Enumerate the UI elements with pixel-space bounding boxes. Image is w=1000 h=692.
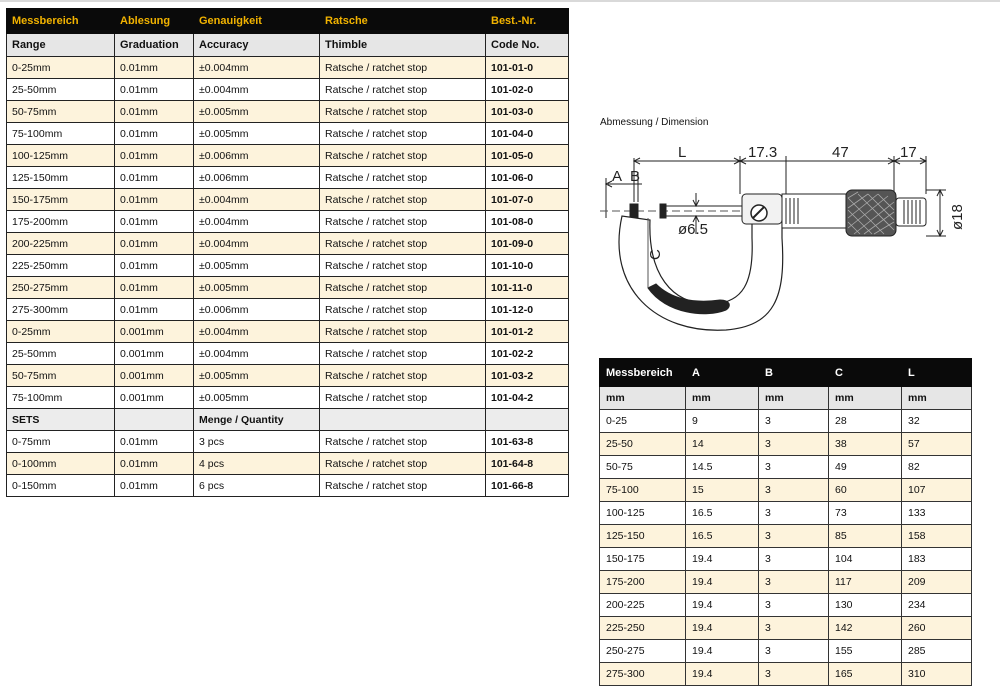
spec-cell: Ratsche / ratchet stop — [320, 101, 486, 123]
dim-cell: 3 — [759, 594, 829, 617]
spec-row — [7, 123, 569, 145]
spec-cell: Ratsche / ratchet stop — [320, 167, 486, 189]
spec-row — [7, 79, 569, 101]
spec-cell: 0.01mm — [115, 79, 194, 101]
spec-cell — [320, 409, 486, 431]
micrometer-drawing — [596, 138, 974, 344]
dim-cell: 3 — [759, 617, 829, 640]
spec-cell: 0.01mm — [115, 475, 194, 497]
dim-cell: 3 — [759, 502, 829, 525]
label-dia-large: ø18 — [949, 204, 966, 230]
dim-cell: 310 — [902, 663, 972, 686]
dim-cell: 19.4 — [686, 548, 759, 571]
header-range: Range — [7, 34, 115, 57]
dim-unit: mm — [829, 387, 902, 410]
dim-row — [600, 456, 972, 479]
spec-cell: ±0.006mm — [194, 299, 320, 321]
dim-cell: 104 — [829, 548, 902, 571]
spec-row — [7, 255, 569, 277]
dimension-table — [599, 358, 972, 686]
spec-cell: 0.01mm — [115, 453, 194, 475]
dim-row — [600, 410, 972, 433]
dim-cell: 275-300 — [600, 663, 686, 686]
spec-cell: 0.01mm — [115, 123, 194, 145]
dim-cell: 3 — [759, 663, 829, 686]
spec-cell: 0.01mm — [115, 145, 194, 167]
dim-header — [600, 359, 972, 387]
spec-cell: ±0.004mm — [194, 343, 320, 365]
spec-row — [7, 365, 569, 387]
dim-unit: mm — [686, 387, 759, 410]
spec-row — [7, 277, 569, 299]
label-b: B — [630, 168, 641, 185]
spec-cell: 0.001mm — [115, 365, 194, 387]
dim-cell: 107 — [902, 479, 972, 502]
spec-cell: ±0.004mm — [194, 57, 320, 79]
label-c: C — [647, 249, 664, 260]
dim-cell: 150-175 — [600, 548, 686, 571]
spec-cell: ±0.004mm — [194, 79, 320, 101]
dim-cell: 15 — [686, 479, 759, 502]
spec-cell — [115, 409, 194, 431]
dim-cell: 125-150 — [600, 525, 686, 548]
spec-cell: 101-04-2 — [486, 387, 569, 409]
spec-cell: 0-150mm — [7, 475, 115, 497]
spec-header-en — [7, 34, 569, 57]
spec-cell: ±0.004mm — [194, 211, 320, 233]
dim-cell: 19.4 — [686, 617, 759, 640]
spec-cell: 150-175mm — [7, 189, 115, 211]
dim-cell: 73 — [829, 502, 902, 525]
set-row — [7, 453, 569, 475]
dim-header-b: B — [759, 359, 829, 387]
dim-cell: 3 — [759, 479, 829, 502]
spec-cell: ±0.005mm — [194, 255, 320, 277]
spec-cell: Ratsche / ratchet stop — [320, 233, 486, 255]
dim-cell: 3 — [759, 433, 829, 456]
spec-cell: 50-75mm — [7, 101, 115, 123]
spec-cell: 101-04-0 — [486, 123, 569, 145]
header-graduation: Graduation — [115, 34, 194, 57]
spec-cell: 175-200mm — [7, 211, 115, 233]
spec-cell: 200-225mm — [7, 233, 115, 255]
spec-cell: 101-64-8 — [486, 453, 569, 475]
spec-cell: 6 pcs — [194, 475, 320, 497]
spec-cell: 101-11-0 — [486, 277, 569, 299]
dim-row — [600, 525, 972, 548]
dim-cell: 200-225 — [600, 594, 686, 617]
set-row — [7, 431, 569, 453]
dim-cell: 165 — [829, 663, 902, 686]
spec-cell: 75-100mm — [7, 387, 115, 409]
top-divider — [0, 0, 1000, 2]
spec-cell: 0.01mm — [115, 233, 194, 255]
dim-cell: 14 — [686, 433, 759, 456]
spec-cell: 101-08-0 — [486, 211, 569, 233]
spec-cell: 0-75mm — [7, 431, 115, 453]
spec-cell: 3 pcs — [194, 431, 320, 453]
spec-cell: ±0.005mm — [194, 387, 320, 409]
dim-cell: 155 — [829, 640, 902, 663]
sets-row — [7, 409, 569, 431]
spec-cell: ±0.006mm — [194, 167, 320, 189]
dim-cell: 175-200 — [600, 571, 686, 594]
dim-header-messbereich: Messbereich — [600, 359, 686, 387]
spec-cell: Ratsche / ratchet stop — [320, 277, 486, 299]
spec-cell: Ratsche / ratchet stop — [320, 475, 486, 497]
spec-cell: 25-50mm — [7, 343, 115, 365]
spec-cell: 0-100mm — [7, 453, 115, 475]
dim-unit: mm — [759, 387, 829, 410]
dim-row — [600, 640, 972, 663]
dim-unit: mm — [902, 387, 972, 410]
spec-cell: Ratsche / ratchet stop — [320, 299, 486, 321]
spec-cell: 225-250mm — [7, 255, 115, 277]
spec-row — [7, 387, 569, 409]
dim-header-a: A — [686, 359, 759, 387]
spec-cell: 275-300mm — [7, 299, 115, 321]
dim-cell: 28 — [829, 410, 902, 433]
dim-cell: 285 — [902, 640, 972, 663]
header-messbereich: Messbereich — [7, 9, 115, 34]
spec-cell: Ratsche / ratchet stop — [320, 321, 486, 343]
dim-cell: 133 — [902, 502, 972, 525]
dim-cell: 3 — [759, 571, 829, 594]
spec-cell: Ratsche / ratchet stop — [320, 365, 486, 387]
dim-cell: 49 — [829, 456, 902, 479]
spec-cell: 101-02-2 — [486, 343, 569, 365]
label-17: 17 — [900, 144, 917, 161]
spec-cell: 0-25mm — [7, 57, 115, 79]
dim-cell: 32 — [902, 410, 972, 433]
dim-cell: 225-250 — [600, 617, 686, 640]
dim-row — [600, 617, 972, 640]
dim-cell: 25-50 — [600, 433, 686, 456]
dim-cell: 0-25 — [600, 410, 686, 433]
spec-cell: Ratsche / ratchet stop — [320, 453, 486, 475]
spec-cell: 0.01mm — [115, 57, 194, 79]
header-ablesung: Ablesung — [115, 9, 194, 34]
spec-cell: SETS — [7, 409, 115, 431]
header-accuracy: Accuracy — [194, 34, 320, 57]
dim-cell: 16.5 — [686, 525, 759, 548]
spec-row — [7, 233, 569, 255]
header-ratsche: Ratsche — [320, 9, 486, 34]
spec-cell: 0.001mm — [115, 387, 194, 409]
set-row — [7, 475, 569, 497]
spec-cell: 0.01mm — [115, 255, 194, 277]
spec-cell: Ratsche / ratchet stop — [320, 189, 486, 211]
spec-cell: 0.01mm — [115, 431, 194, 453]
spec-cell: 0.01mm — [115, 101, 194, 123]
dim-cell: 250-275 — [600, 640, 686, 663]
dim-unit: mm — [600, 387, 686, 410]
spec-cell: ±0.005mm — [194, 101, 320, 123]
spec-cell: Ratsche / ratchet stop — [320, 57, 486, 79]
header-thimble: Thimble — [320, 34, 486, 57]
label-dia-small: ø6.5 — [678, 221, 709, 238]
spec-cell: 101-63-8 — [486, 431, 569, 453]
spec-cell: 101-01-2 — [486, 321, 569, 343]
dim-row — [600, 594, 972, 617]
spec-cell: Ratsche / ratchet stop — [320, 387, 486, 409]
spec-cell: Menge / Quantity — [194, 409, 320, 431]
dim-header-c: C — [829, 359, 902, 387]
spec-row — [7, 211, 569, 233]
dim-cell: 142 — [829, 617, 902, 640]
spec-cell: 101-03-2 — [486, 365, 569, 387]
spec-cell: 4 pcs — [194, 453, 320, 475]
spec-cell: 0.01mm — [115, 167, 194, 189]
spec-cell: Ratsche / ratchet stop — [320, 211, 486, 233]
spec-row — [7, 167, 569, 189]
spec-cell: 101-10-0 — [486, 255, 569, 277]
dim-row — [600, 502, 972, 525]
dim-cell: 85 — [829, 525, 902, 548]
dim-row — [600, 663, 972, 686]
spec-cell: 0.001mm — [115, 343, 194, 365]
spec-row — [7, 101, 569, 123]
spec-row — [7, 57, 569, 79]
dim-cell: 234 — [902, 594, 972, 617]
dim-cell: 19.4 — [686, 640, 759, 663]
spec-cell: 125-150mm — [7, 167, 115, 189]
dim-cell: 75-100 — [600, 479, 686, 502]
spec-cell: 0.01mm — [115, 299, 194, 321]
dim-units-row — [600, 387, 972, 410]
spec-cell: Ratsche / ratchet stop — [320, 123, 486, 145]
spec-cell: 101-03-0 — [486, 101, 569, 123]
spec-cell: 0.01mm — [115, 211, 194, 233]
dim-cell: 38 — [829, 433, 902, 456]
dim-cell: 209 — [902, 571, 972, 594]
dim-row — [600, 548, 972, 571]
dimension-title: Abmessung / Dimension — [600, 117, 709, 128]
dim-cell: 19.4 — [686, 594, 759, 617]
spec-row — [7, 145, 569, 167]
spec-cell: 101-02-0 — [486, 79, 569, 101]
spec-cell: ±0.005mm — [194, 365, 320, 387]
label-a: A — [612, 168, 623, 185]
spec-cell: 101-06-0 — [486, 167, 569, 189]
dim-cell: 50-75 — [600, 456, 686, 479]
spec-cell: 75-100mm — [7, 123, 115, 145]
dim-row — [600, 433, 972, 456]
spec-row — [7, 343, 569, 365]
header-genauigkeit: Genauigkeit — [194, 9, 320, 34]
dim-cell: 60 — [829, 479, 902, 502]
dim-row — [600, 571, 972, 594]
dim-cell: 82 — [902, 456, 972, 479]
dim-cell: 14.5 — [686, 456, 759, 479]
dim-cell: 3 — [759, 640, 829, 663]
dim-cell: 117 — [829, 571, 902, 594]
dim-cell: 16.5 — [686, 502, 759, 525]
label-47: 47 — [832, 144, 849, 161]
spec-cell: ±0.006mm — [194, 145, 320, 167]
dim-cell: 3 — [759, 410, 829, 433]
dim-cell: 100-125 — [600, 502, 686, 525]
spec-cell: Ratsche / ratchet stop — [320, 79, 486, 101]
spec-cell: 100-125mm — [7, 145, 115, 167]
dim-cell: 183 — [902, 548, 972, 571]
dim-header-l: L — [902, 359, 972, 387]
header-best-nr: Best.-Nr. — [486, 9, 569, 34]
spec-cell: Ratsche / ratchet stop — [320, 431, 486, 453]
spec-cell: 0-25mm — [7, 321, 115, 343]
spec-cell: Ratsche / ratchet stop — [320, 145, 486, 167]
spec-cell: 101-07-0 — [486, 189, 569, 211]
dim-cell: 3 — [759, 525, 829, 548]
dim-row — [600, 479, 972, 502]
spec-cell: ±0.004mm — [194, 233, 320, 255]
dim-cell: 9 — [686, 410, 759, 433]
dim-cell: 260 — [902, 617, 972, 640]
dim-cell: 19.4 — [686, 663, 759, 686]
label-l: L — [678, 144, 687, 161]
spec-cell — [486, 409, 569, 431]
spec-cell: 101-09-0 — [486, 233, 569, 255]
spec-cell: 250-275mm — [7, 277, 115, 299]
spec-cell: 101-66-8 — [486, 475, 569, 497]
spec-cell: Ratsche / ratchet stop — [320, 343, 486, 365]
spec-cell: 0.01mm — [115, 189, 194, 211]
dim-cell: 158 — [902, 525, 972, 548]
dim-cell: 19.4 — [686, 571, 759, 594]
dim-cell: 130 — [829, 594, 902, 617]
dim-cell: 3 — [759, 456, 829, 479]
spec-cell: 0.01mm — [115, 277, 194, 299]
spec-cell: ±0.004mm — [194, 189, 320, 211]
header-code-no: Code No. — [486, 34, 569, 57]
spec-cell: 101-01-0 — [486, 57, 569, 79]
spec-cell: 50-75mm — [7, 365, 115, 387]
spec-table — [6, 8, 569, 497]
spec-cell: 101-12-0 — [486, 299, 569, 321]
spec-cell: 0.001mm — [115, 321, 194, 343]
dim-cell: 57 — [902, 433, 972, 456]
spec-row — [7, 321, 569, 343]
spec-cell: 101-05-0 — [486, 145, 569, 167]
dim-cell: 3 — [759, 548, 829, 571]
spec-cell: Ratsche / ratchet stop — [320, 255, 486, 277]
label-17-3: 17.3 — [748, 144, 778, 161]
spec-cell: ±0.005mm — [194, 123, 320, 145]
spec-row — [7, 189, 569, 211]
spec-row — [7, 299, 569, 321]
spec-cell: ±0.005mm — [194, 277, 320, 299]
spec-header-de — [7, 9, 569, 34]
spec-cell: ±0.004mm — [194, 321, 320, 343]
spec-cell: 25-50mm — [7, 79, 115, 101]
